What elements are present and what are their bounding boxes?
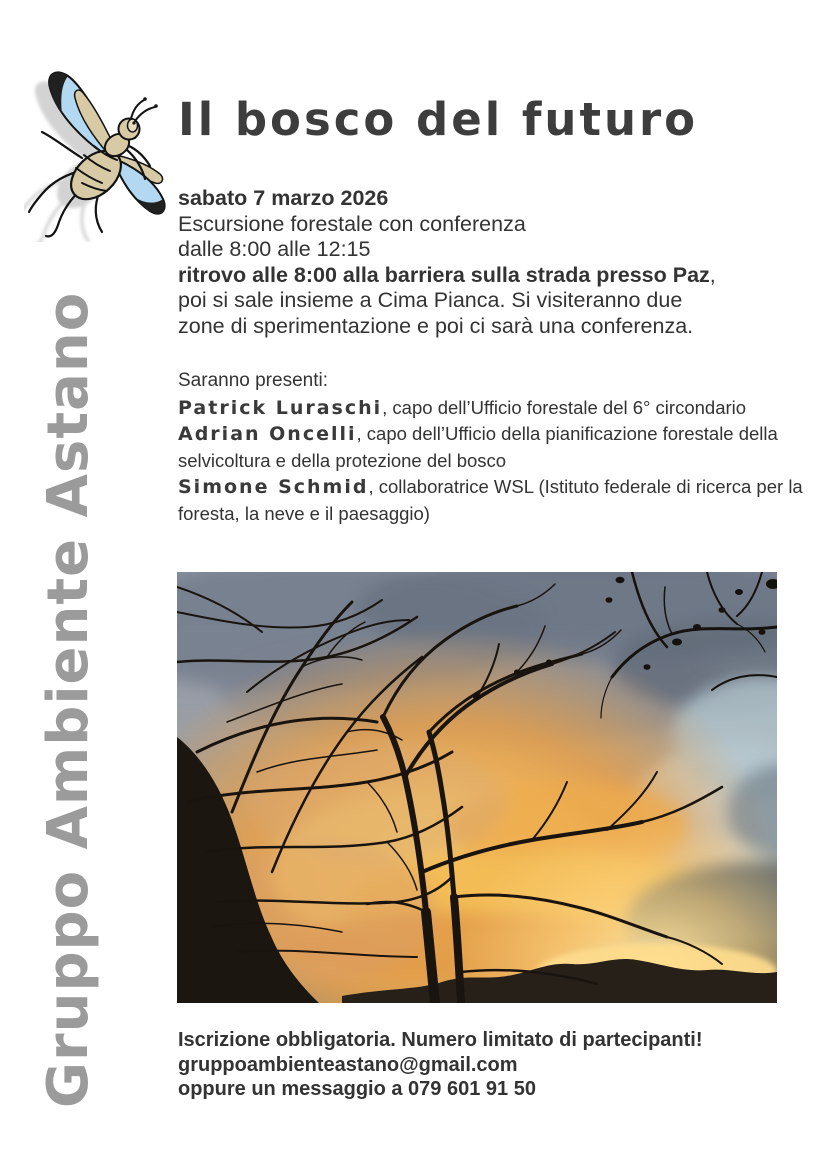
page-title: Il bosco del futuro	[178, 93, 699, 146]
speaker-role: , capo dell’Ufficio della pianificazione forestale della selvicoltura e della protezione del bosco	[178, 423, 778, 471]
side-vertical-title: Gruppo Ambiente Astano	[36, 291, 101, 1108]
event-date: sabato 7 marzo 2026	[178, 186, 389, 210]
contact-phone: oppure un messaggio a 079 601 91 50	[178, 1078, 536, 1100]
sunset-trees-photo	[177, 572, 777, 1003]
event-time: dalle 8:00 alle 12:15	[178, 237, 371, 261]
speaker-row	[178, 474, 827, 527]
event-description-line1: poi si sale insieme a Cima Pianca. Si visiteranno due	[178, 288, 683, 312]
speaker-role: , collaboratrice WSL (Istituto federale di ricerca per la foresta, la neve e il paesaggio)	[178, 476, 803, 524]
speaker-name: Patrick Luraschi	[178, 396, 383, 419]
event-meeting-point: ritrovo alle 8:00 alla barriera sulla strada presso Paz,	[178, 262, 716, 287]
event-photo	[177, 572, 777, 1003]
speakers-section	[178, 368, 827, 527]
contact-email: gruppoambienteastano@gmail.com	[178, 1053, 518, 1076]
speaker-row	[178, 421, 827, 474]
registration-note: Iscrizione obbligatoria. Numero limitato di partecipanti!	[178, 1029, 703, 1051]
event-description-line2: zone di sperimentazione e poi ci sarà una conferenza.	[178, 313, 694, 338]
speaker-role: , capo dell’Ufficio forestale del 6° circondario	[382, 396, 747, 418]
speaker-name: Simone Schmid	[178, 476, 369, 498]
insect-logo	[24, 62, 174, 244]
speakers-heading: Saranno presenti:	[178, 370, 328, 391]
speaker-name: Adrian Oncelli	[178, 423, 357, 445]
footer-contact	[178, 1028, 703, 1102]
event-subtitle: Escursione forestale con conferenza	[178, 211, 526, 236]
speaker-row	[178, 395, 827, 422]
event-intro	[178, 186, 826, 339]
insect-logo-icon	[24, 62, 174, 242]
